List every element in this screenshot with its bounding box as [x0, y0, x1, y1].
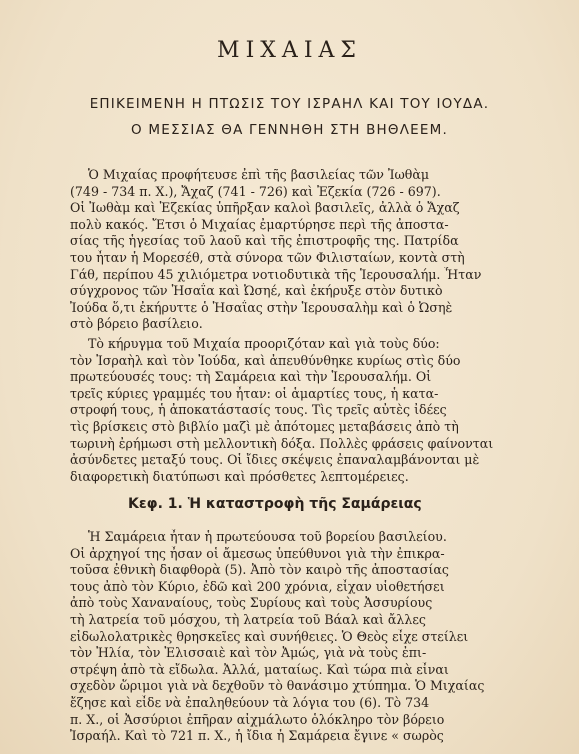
text-line: Ἰσραήλ. Καὶ τὸ 721 π. Χ., ἡ ἴδια ἡ Σαμάρεια ἔγινε « σωρὸς [70, 728, 444, 744]
paragraph-1 [70, 167, 538, 333]
text-line: Τὸ κήρυγμα τοῦ Μιχαία προοριζόταν καὶ γιὰ τοὺς δύο: [88, 336, 440, 351]
text-line: π. Χ., οἱ Ἀσσύριοι ἐπῆραν αἰχμάλωτο ὁλόκληρο τὸν βόρειο [70, 711, 445, 727]
text-line: εἰδωλολατρικὲς θρησκεῖες καὶ συνήθειες. Ὁ Θεὸς εἶχε στείλει [70, 628, 469, 644]
text-line: (749 - 734 π. Χ.), Ἄχαζ (741 - 726) καὶ Ἐζεκία (726 - 697). [70, 183, 441, 199]
text-line: Γάθ, περίπου 45 χιλιόμετρα νοτιοδυτικὰ τῆς Ἱερουσαλήμ. Ἦταν [70, 266, 482, 282]
page-title: ΜΙΧΑΙΑΣ [217, 38, 362, 63]
paragraph-2 [70, 336, 538, 485]
text-line: πρωτεύουσές τους: τὴ Σαμάρεια καὶ τὴν Ἱερουσαλήμ. Οἱ [70, 369, 432, 385]
text-line: στροφή τους, ἡ ἀποκατάστασίς τους. Τὶς τρεῖς αὐτὲς ἰδέες [70, 402, 447, 418]
text-line: Ἡ Σαμάρεια ἦταν ἡ πρωτεύουσα τοῦ βορείου βασιλείου. [88, 529, 447, 544]
text-line: σχεδὸν ὥριμοι γιὰ νὰ δεχθοῦν τὸ θανάσιμο χτύπημα. Ὁ Μιχαίας [70, 678, 485, 694]
text-line: τὸν Ἠλία, τὸν Ἐλισσαιὲ καὶ τὸν Ἀμώς, γιὰ νὰ τοὺς ἐπι- [70, 645, 427, 661]
chapter-heading: Κεφ. 1. Ἡ καταστροφὴ τῆς Σαμάρειας [128, 496, 422, 512]
text-line: τὶς βρίσκεις στὸ βιβλίο μαζὶ μὲ ἀπότομες μεταβάσεις ἀπὸ τὴ [70, 418, 459, 434]
text-line: τὴ λατρεία τοῦ μόσχου, τὴ λατρεία τοῦ Βάαλ καὶ ἄλλες [70, 611, 426, 627]
text-line: ἀπὸ τοὺς Χαναναίους, τοὺς Συρίους καὶ τοὺς Ἀσσυρίους [70, 595, 433, 611]
text-line: τοῦσα ἐθνικὴ διαφθορὰ (5). Ἀπὸ τὸν καιρὸ τῆς ἀποστασίας [70, 562, 449, 578]
text-line: του ἦταν ἡ Μορεσέθ, στὰ σύνορα τῶν Φιλισταίων, κοντὰ στὴ [70, 249, 465, 265]
text-line: Ὁ Μιχαίας προφήτευσε ἐπὶ τῆς βασιλείας τῶν Ἰωθὰμ [88, 167, 430, 182]
text-line: ἔζησε καὶ εἶδε νὰ ἐπαληθεύουν τὰ λόγια του (6). Τὸ 734 [70, 694, 430, 710]
text-line: Οἱ ἀρχηγοί της ἦσαν οἱ ἄμεσως ὑπεύθυνοι γιὰ τὴν ἐπικρα- [70, 545, 445, 561]
text-line: διαφορετικὴ διατύπωσι καὶ πρόσθετες λεπτομέρειες. [70, 468, 409, 484]
text-line: Ἰούδα ὅ,τι ἐκήρυττε ὁ Ἠσαΐας στὴν Ἱερουσαλὴμ καὶ ὁ Ὠσηὲ [70, 299, 453, 315]
text-line: στὸ βόρειο βασίλειο. [70, 316, 203, 332]
text-line: τρεῖς κύριες γραμμές του ἦταν: οἱ ἁμαρτίες τους, ἡ κατα- [70, 385, 439, 401]
text-line: τὸν Ἰσραὴλ καὶ τὸν Ἰούδα, καὶ ἀπευθύνθηκε κυρίως στὶς δύο [70, 352, 461, 368]
text-line: πολὺ κακός. Ἔτσι ὁ Μιχαίας ἐμαρτύρησε περὶ τῆς ἀποστα- [70, 216, 449, 232]
text-line: τωρινὴ ἐρήμωσι στὴ μελλοντικὴ δόξα. Πολλὲς φράσεις φαίνονται [70, 435, 494, 451]
subtitle-line-2: Ο ΜΕΣΣΙΑΣ ΘΑ ΓΕΝΝΗΘΗ ΣΤΗ ΒΗΘΛΕΕΜ. [131, 122, 448, 138]
text-line: σίας τῆς ἡγεσίας τοῦ λαοῦ καὶ τῆς ἐπιστροφῆς της. Πατρίδα [70, 233, 459, 249]
text-line: Οἱ Ἰωθὰμ καὶ Ἐζεκίας ὑπῆρξαν καλοὶ βασιλεῖς, ἀλλὰ ὁ Ἄχαζ [70, 200, 460, 216]
text-line: στρέψη ἀπὸ τὰ εἴδωλα. Ἀλλά, ματαίως. Καὶ τώρα πιὰ εἶναι [70, 661, 449, 677]
text-line: τους ἀπὸ τὸν Κύριο, ἐδῶ καὶ 200 χρόνια, εἶχαν υἱοθετήσει [70, 578, 445, 594]
text-line: ἀσύνδετες μεταξύ τους. Οἱ ἴδιες σκέψεις ἐπαναλαμβάνονται μὲ [70, 452, 480, 468]
subtitle-line-1: ΕΠΙΚΕΙΜΕΝΗ Η ΠΤΩΣΙΣ ΤΟΥ ΙΣΡΑΗΛ ΚΑΙ ΤΟΥ ΙΟΥΔΑ. [89, 96, 490, 112]
paragraph-3 [70, 529, 538, 745]
text-line: σύγχρονος τῶν Ἠσαΐα καὶ Ὠσηέ, καὶ ἐκήρυξε στὸν δυτικὸ [70, 283, 443, 299]
